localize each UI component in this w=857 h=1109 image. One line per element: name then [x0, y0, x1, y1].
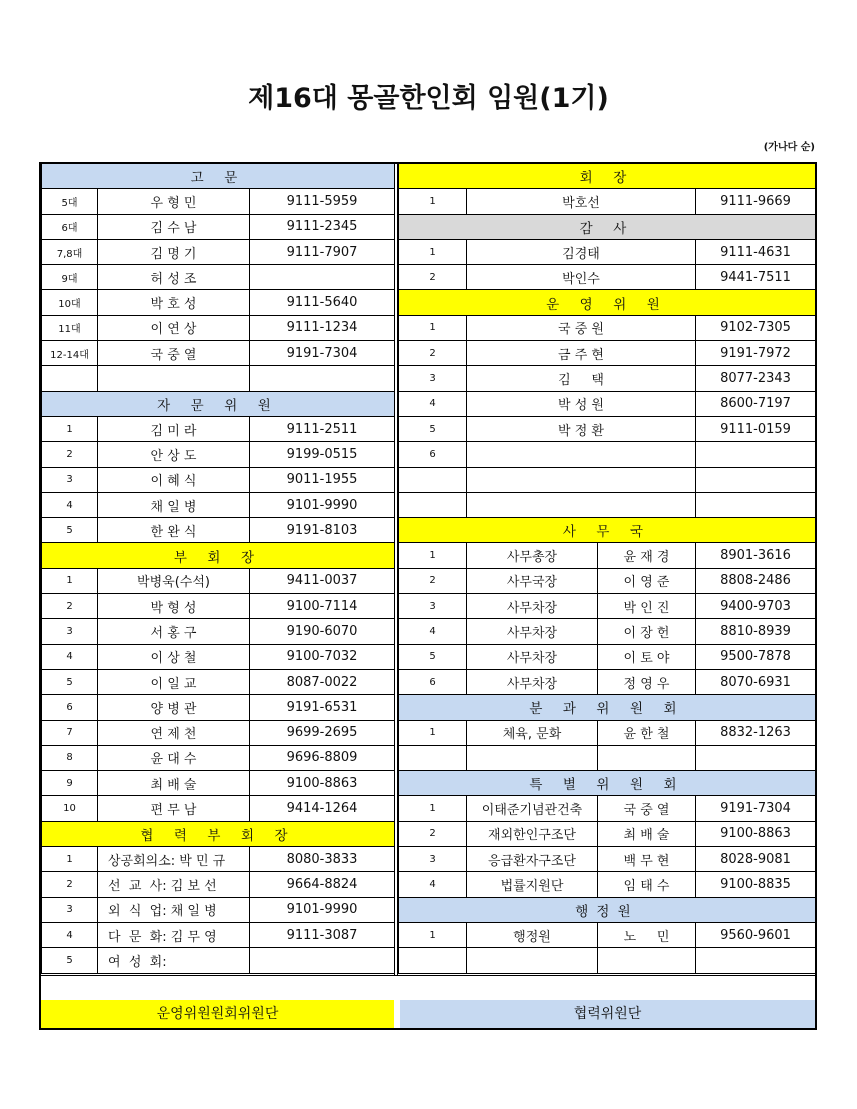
row-phone: 8808-2486 [696, 568, 816, 593]
table-row [399, 543, 816, 568]
row-phone: 9111-9669 [696, 189, 816, 214]
row-number: 6 [399, 442, 467, 467]
row-number: 3 [399, 366, 467, 391]
table-row [42, 897, 395, 922]
row-phone [250, 265, 395, 290]
row-name: 윤 한 철 [598, 720, 696, 745]
table-row [42, 872, 395, 897]
row-number: 1 [399, 922, 467, 947]
row-name: 편 무 남 [98, 796, 250, 821]
table-row [42, 644, 395, 669]
row-phone: 8077-2343 [696, 366, 816, 391]
row-phone [250, 366, 395, 391]
table-row [399, 341, 816, 366]
row-number: 9 [42, 771, 98, 796]
row-number: 2 [42, 594, 98, 619]
table-row [399, 796, 816, 821]
page-title: 제16대 몽골한인회 임원(1기) [248, 83, 609, 114]
row-name: 박 정 환 [467, 416, 696, 441]
row-name: 박호선 [467, 189, 696, 214]
row-name: 연 제 천 [98, 720, 250, 745]
row-role: 사무차장 [467, 619, 598, 644]
row-name: 백 무 현 [598, 847, 696, 872]
row-phone: 9100-7032 [250, 644, 395, 669]
section-header: 분 과 위 원 회 [399, 695, 816, 720]
row-name: 다 문 화: 김 무 영 [98, 922, 250, 947]
row-name: 이 토 야 [598, 644, 696, 669]
row-number: 1 [42, 416, 98, 441]
table-row [42, 695, 395, 720]
table-row [42, 847, 395, 872]
row-name: 국 중 열 [598, 796, 696, 821]
row-phone [696, 492, 816, 517]
row-number: 1 [399, 189, 467, 214]
section-header: 행정원 [399, 897, 816, 922]
row-number [399, 492, 467, 517]
row-phone: 9696-8809 [250, 745, 395, 770]
row-name [467, 492, 696, 517]
row-number [42, 366, 98, 391]
row-number: 5 [42, 948, 98, 973]
section-header: 협 력 부 회 장 [42, 821, 395, 846]
row-phone: 9111-0159 [696, 416, 816, 441]
row-number: 9대 [42, 265, 98, 290]
row-name: 금 주 현 [467, 341, 696, 366]
row-phone: 9111-2345 [250, 214, 395, 239]
row-name: 박 형 성 [98, 594, 250, 619]
table-row [399, 847, 816, 872]
row-phone: 9111-1234 [250, 315, 395, 340]
table-row [399, 265, 816, 290]
row-number: 2 [399, 341, 467, 366]
table-row [42, 467, 395, 492]
row-number: 1 [399, 239, 467, 264]
table-row [399, 872, 816, 897]
table-row [399, 720, 816, 745]
table-row [42, 948, 395, 973]
row-phone: 8901-3616 [696, 543, 816, 568]
row-name: 임 태 수 [598, 872, 696, 897]
row-name: 김경태 [467, 239, 696, 264]
row-name: 박 호 성 [98, 290, 250, 315]
table-row [399, 745, 816, 770]
row-phone: 9100-8863 [250, 771, 395, 796]
row-name [98, 366, 250, 391]
table-row [399, 391, 816, 416]
row-number: 2 [399, 821, 467, 846]
table-row [399, 315, 816, 340]
section-header: 특 별 위 원 회 [399, 771, 816, 796]
row-number: 1 [399, 315, 467, 340]
section-header-row [42, 164, 395, 189]
row-number: 1 [42, 568, 98, 593]
row-number: 4 [42, 922, 98, 947]
row-number: 3 [399, 847, 467, 872]
row-role: 법률지원단 [467, 872, 598, 897]
row-phone: 9191-7304 [696, 796, 816, 821]
row-number: 5 [42, 669, 98, 694]
row-name: 허 성 조 [98, 265, 250, 290]
table-row [399, 948, 816, 973]
table-row [42, 416, 395, 441]
row-number: 5 [399, 644, 467, 669]
row-name [598, 948, 696, 973]
row-phone: 9111-2511 [250, 416, 395, 441]
row-role: 재외한인구조단 [467, 821, 598, 846]
row-name: 한 완 식 [98, 518, 250, 543]
table-row [399, 467, 816, 492]
row-phone: 9100-7114 [250, 594, 395, 619]
row-number: 10대 [42, 290, 98, 315]
row-phone: 8600-7197 [696, 391, 816, 416]
row-phone: 9102-7305 [696, 315, 816, 340]
row-phone: 9111-3087 [250, 922, 395, 947]
row-name: 박 인 진 [598, 594, 696, 619]
section-header-row [399, 897, 816, 922]
row-name: 최 배 술 [598, 821, 696, 846]
row-phone: 9111-4631 [696, 239, 816, 264]
row-number: 6대 [42, 214, 98, 239]
table-row [42, 796, 395, 821]
row-phone: 9199-0515 [250, 442, 395, 467]
table-row [399, 594, 816, 619]
row-number: 7,8대 [42, 239, 98, 264]
row-name: 김 미 라 [98, 416, 250, 441]
table-row [399, 669, 816, 694]
row-number: 10 [42, 796, 98, 821]
row-name: 이 장 헌 [598, 619, 696, 644]
row-name: 김 택 [467, 366, 696, 391]
row-name: 국 중 열 [98, 341, 250, 366]
row-role: 사무총장 [467, 543, 598, 568]
row-name: 김 수 남 [98, 214, 250, 239]
table-row [399, 619, 816, 644]
row-role [467, 745, 598, 770]
row-phone: 9699-2695 [250, 720, 395, 745]
row-number: 5 [42, 518, 98, 543]
row-name: 정 영 우 [598, 669, 696, 694]
row-name: 국 중 원 [467, 315, 696, 340]
row-phone: 9111-5959 [250, 189, 395, 214]
table-row [42, 669, 395, 694]
row-number [399, 745, 467, 770]
section-header-row [399, 290, 816, 315]
row-phone: 9441-7511 [696, 265, 816, 290]
table-row [42, 745, 395, 770]
row-role: 사무차장 [467, 669, 598, 694]
table-row [42, 315, 395, 340]
table-row [399, 416, 816, 441]
row-name: 박병욱(수석) [98, 568, 250, 593]
footer-spacer [41, 975, 815, 1000]
row-name: 이 연 상 [98, 315, 250, 340]
row-number: 1 [42, 847, 98, 872]
row-phone: 9500-7878 [696, 644, 816, 669]
section-header-row [399, 214, 816, 239]
row-number: 4 [399, 391, 467, 416]
section-header-row [399, 164, 816, 189]
row-name: 우 형 민 [98, 189, 250, 214]
table-row [42, 518, 395, 543]
row-name: 서 홍 구 [98, 619, 250, 644]
section-header: 운 영 위 원 [399, 290, 816, 315]
row-name: 외 식 업: 채 일 병 [98, 897, 250, 922]
row-phone: 8087-0022 [250, 669, 395, 694]
row-phone: 9101-9990 [250, 897, 395, 922]
row-number: 1 [399, 543, 467, 568]
row-phone: 8080-3833 [250, 847, 395, 872]
table-row [42, 720, 395, 745]
table-row [42, 366, 395, 391]
row-phone: 9111-7907 [250, 239, 395, 264]
row-phone: 9111-5640 [250, 290, 395, 315]
row-phone: 9100-8863 [696, 821, 816, 846]
row-name: 윤 대 수 [98, 745, 250, 770]
left-roster-table [41, 163, 395, 974]
table-row [42, 290, 395, 315]
table-row [399, 366, 816, 391]
row-phone: 9414-1264 [250, 796, 395, 821]
row-number: 11대 [42, 315, 98, 340]
row-name [467, 467, 696, 492]
row-name: 박 성 원 [467, 391, 696, 416]
row-name: 이 일 교 [98, 669, 250, 694]
row-role [467, 948, 598, 973]
row-number: 8 [42, 745, 98, 770]
row-name: 선 교 사: 김 보 선 [98, 872, 250, 897]
section-header: 사 무 국 [399, 518, 816, 543]
table-row [42, 619, 395, 644]
row-number: 4 [399, 872, 467, 897]
sort-order-note: (가나다 순) [763, 142, 815, 153]
table-row [399, 492, 816, 517]
row-number: 12-14대 [42, 341, 98, 366]
table-row [399, 821, 816, 846]
row-number [399, 948, 467, 973]
row-number: 5대 [42, 189, 98, 214]
row-phone: 9191-6531 [250, 695, 395, 720]
row-name: 상공회의소: 박 민 규 [98, 847, 250, 872]
row-phone: 9191-7304 [250, 341, 395, 366]
row-number: 6 [42, 695, 98, 720]
footer-steering-committee: 운영위원원회위원단 [41, 1000, 394, 1028]
row-number: 1 [399, 720, 467, 745]
row-name: 여 성 회: [98, 948, 250, 973]
row-name: 이 영 준 [598, 568, 696, 593]
row-name: 이 상 철 [98, 644, 250, 669]
row-name: 안 상 도 [98, 442, 250, 467]
row-number: 1 [399, 796, 467, 821]
row-number [399, 467, 467, 492]
table-row [42, 214, 395, 239]
row-number: 3 [42, 619, 98, 644]
table-row [42, 239, 395, 264]
row-phone: 9191-8103 [250, 518, 395, 543]
table-row [42, 492, 395, 517]
row-phone: 9560-9601 [696, 922, 816, 947]
row-number: 2 [42, 442, 98, 467]
row-phone: 8028-9081 [696, 847, 816, 872]
row-number: 3 [42, 467, 98, 492]
section-header: 자 문 위 원 [42, 391, 395, 416]
table-row [399, 568, 816, 593]
row-role: 사무차장 [467, 594, 598, 619]
section-header-row [399, 695, 816, 720]
row-role: 사무국장 [467, 568, 598, 593]
table-row [42, 442, 395, 467]
table-row [42, 594, 395, 619]
row-role: 이태준기념관건축 [467, 796, 598, 821]
row-phone: 9411-0037 [250, 568, 395, 593]
table-row [399, 239, 816, 264]
table-row [399, 442, 816, 467]
section-header: 감 사 [399, 214, 816, 239]
row-phone: 8832-1263 [696, 720, 816, 745]
table-row [399, 922, 816, 947]
table-row [399, 644, 816, 669]
row-phone [696, 442, 816, 467]
section-header-row [42, 543, 395, 568]
row-number: 6 [399, 669, 467, 694]
section-header: 부 회 장 [42, 543, 395, 568]
row-phone: 9191-7972 [696, 341, 816, 366]
row-number: 7 [42, 720, 98, 745]
footer-cooperation-committee: 협력위원단 [400, 1000, 815, 1028]
row-number: 4 [42, 492, 98, 517]
row-role: 응급환자구조단 [467, 847, 598, 872]
row-number: 5 [399, 416, 467, 441]
table-row [42, 568, 395, 593]
row-name [467, 442, 696, 467]
row-name: 양 병 관 [98, 695, 250, 720]
row-phone: 9011-1955 [250, 467, 395, 492]
table-row [42, 922, 395, 947]
row-number: 4 [399, 619, 467, 644]
row-number: 3 [42, 897, 98, 922]
table-row [42, 341, 395, 366]
row-name: 최 배 술 [98, 771, 250, 796]
row-name: 노 민 [598, 922, 696, 947]
section-header-row [42, 391, 395, 416]
row-phone: 9664-8824 [250, 872, 395, 897]
right-roster-table [398, 163, 816, 974]
row-phone [696, 745, 816, 770]
row-phone: 9400-9703 [696, 594, 816, 619]
row-phone [696, 467, 816, 492]
row-phone: 8810-8939 [696, 619, 816, 644]
section-header-row [42, 821, 395, 846]
row-phone: 8070-6931 [696, 669, 816, 694]
row-name [598, 745, 696, 770]
row-role: 행정원 [467, 922, 598, 947]
section-header-row [399, 518, 816, 543]
row-name: 김 명 기 [98, 239, 250, 264]
row-number: 2 [42, 872, 98, 897]
row-name: 채 일 병 [98, 492, 250, 517]
table-row [42, 189, 395, 214]
row-number: 2 [399, 568, 467, 593]
table-row [42, 771, 395, 796]
row-phone: 9190-6070 [250, 619, 395, 644]
row-phone: 9100-8835 [696, 872, 816, 897]
table-row [42, 265, 395, 290]
row-number: 4 [42, 644, 98, 669]
row-name: 박인수 [467, 265, 696, 290]
table-row [399, 189, 816, 214]
row-phone: 9101-9990 [250, 492, 395, 517]
section-header: 회 장 [399, 164, 816, 189]
row-name: 윤 재 경 [598, 543, 696, 568]
row-phone [696, 948, 816, 973]
row-number: 3 [399, 594, 467, 619]
row-phone [250, 948, 395, 973]
row-name: 이 혜 식 [98, 467, 250, 492]
row-role: 체육, 문화 [467, 720, 598, 745]
row-role: 사무차장 [467, 644, 598, 669]
row-number: 2 [399, 265, 467, 290]
section-header-row [399, 771, 816, 796]
section-header: 고 문 [42, 164, 395, 189]
